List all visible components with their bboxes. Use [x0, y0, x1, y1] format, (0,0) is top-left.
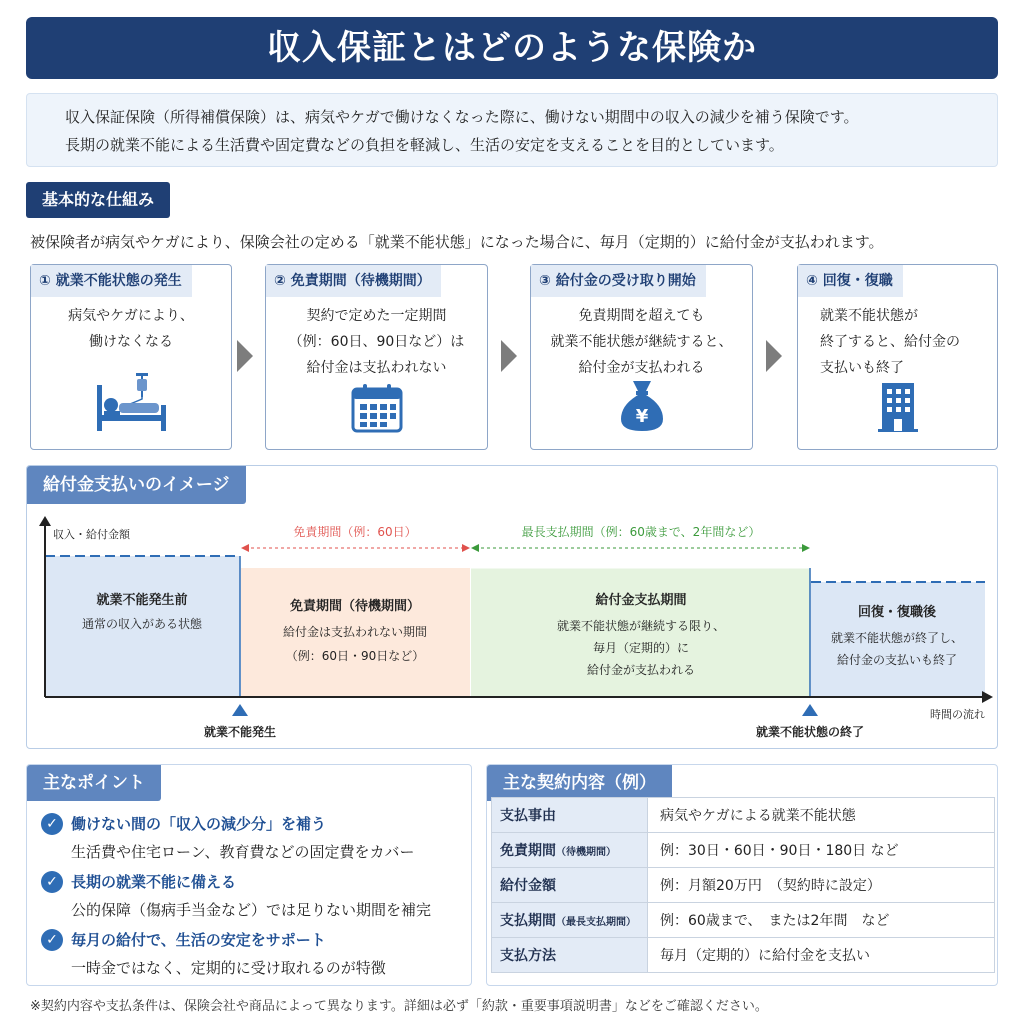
payment-image-panel — [26, 465, 998, 749]
contract-key: 給付金額 — [492, 868, 648, 903]
contract-table — [491, 797, 995, 973]
phase-line-exempt-1: 給付金は支払われない期間 — [282, 625, 428, 639]
step-title-3: ③ 給付金の受け取り開始 — [531, 265, 706, 297]
step-card-2 — [265, 264, 488, 450]
page-title: 収入保証とはどのような保険か — [26, 17, 998, 79]
marker-start-label: 就業不能発生 — [203, 725, 277, 739]
point-head-3: 毎月の給付で、生活の安定をサポート — [71, 931, 326, 949]
yen-bag-icon — [531, 377, 752, 437]
step-2-line-3: 給付金は支払われない — [306, 360, 447, 376]
table-row — [492, 798, 995, 833]
payment-timeline-diagram — [27, 466, 999, 750]
step-body-1 — [31, 303, 231, 355]
svg-text:¥: ¥ — [635, 406, 648, 427]
points-heading: 主なポイント — [27, 765, 161, 801]
phase-line-payment-1: 就業不能状態が継続する限り、 — [556, 619, 726, 633]
intro-line-1: 収入保証保険（所得補償保険）は、病気やケガで働けなくなった際に、働けない期間中の収入の減少を補う保険です。 — [65, 108, 859, 126]
x-axis-arrowhead — [982, 691, 993, 703]
step-3-line-1: 免責期間を超えても — [578, 308, 705, 324]
marker-end-label: 就業不能状態の終了 — [755, 725, 865, 739]
step-card-1 — [30, 264, 232, 450]
point-sub-3: 一時金ではなく、定期的に受け取れるのが特徴 — [71, 959, 386, 977]
contract-key: 支払方法 — [492, 938, 648, 973]
contract-key: 支払期間（最長支払期間） — [492, 903, 648, 938]
check-circle-icon: ✓ — [41, 871, 63, 893]
step-card-4 — [797, 264, 998, 450]
payment-image-heading: 給付金支払いのイメージ — [27, 466, 246, 504]
intro-line-2: 長期の就業不能による生活費や固定費などの負担を軽減し、生活の安定を支えることを目的としています。 — [65, 136, 784, 154]
hospital-bed-icon — [31, 371, 231, 437]
step-2-line-2: （例：60日、90日など）は — [288, 334, 465, 350]
phase-line-before-1: 通常の収入がある状態 — [81, 617, 203, 631]
point-sub-2: 公的保障（傷病手当金など）では足りない期間を補完 — [71, 901, 432, 919]
max-span-label: 最長支払期間（例：60歳まで、2年間など） — [521, 525, 761, 539]
phase-title-before: 就業不能発生前 — [96, 593, 188, 608]
contract-key: 支払事由 — [492, 798, 648, 833]
step-body-4 — [798, 303, 997, 381]
step-3-line-2: 就業不能状態が継続すると、 — [550, 334, 733, 350]
calendar-icon — [266, 383, 487, 437]
table-row — [492, 833, 995, 868]
marker-start-triangle — [232, 704, 248, 716]
check-circle-icon: ✓ — [41, 929, 63, 951]
step-title-2: ② 免責期間（待機期間） — [266, 265, 441, 297]
step-4-line-1: 就業不能状態が — [820, 308, 918, 324]
contract-value: 病気やケガによる就業不能状態 — [648, 798, 995, 833]
step-body-3 — [531, 303, 752, 381]
step-1-line-2: 働けなくなる — [89, 334, 173, 350]
x-axis-label: 時間の流れ — [930, 708, 985, 721]
step-1-line-1: 病気やケガにより、 — [68, 308, 194, 324]
y-axis-arrowhead — [39, 516, 51, 526]
phase-line-after-2: 給付金の支払いも終了 — [836, 653, 958, 667]
table-row — [492, 938, 995, 973]
footnote: ※契約内容や支払条件は、保険会社や商品によって異なります。詳細は必ず「約款・重要事項説明書」などをご確認ください。 — [30, 999, 768, 1014]
phase-line-exempt-2: （例：60日・90日など） — [285, 649, 425, 663]
contract-value: 例：月額20万円 （契約時に設定） — [648, 868, 995, 903]
table-row — [492, 868, 995, 903]
contract-value: 毎月（定期的）に給付金を支払い — [648, 938, 995, 973]
step-4-line-3: 支払いも終了 — [820, 360, 904, 376]
point-sub-1: 生活費や住宅ローン、教育費などの固定費をカバー — [71, 843, 415, 861]
mechanism-lead: 被保険者が病気やケガにより、保険会社の定める「就業不能状態」になった場合に、毎月（定期的）に給付金が支払われます。 — [30, 233, 884, 251]
intro-box — [26, 93, 998, 167]
contract-heading: 主な契約内容（例） — [487, 765, 672, 801]
phase-title-exempt: 免責期間（待機期間） — [289, 599, 421, 614]
step-body-2 — [266, 303, 487, 381]
point-head-1: 働けない間の「収入の減少分」を補う — [71, 815, 327, 833]
check-circle-icon: ✓ — [41, 813, 63, 835]
y-axis-label: 収入・給付金額 — [53, 528, 130, 541]
step-card-3 — [530, 264, 753, 450]
point-head-2: 長期の就業不能に備える — [71, 873, 237, 891]
arrow-right-icon — [766, 340, 782, 372]
contract-key: 免責期間（待機期間） — [492, 833, 648, 868]
contract-value: 例：30日・60日・90日・180日 など — [648, 833, 995, 868]
step-4-line-2: 終了すると、給付金の — [820, 334, 960, 350]
phase-line-payment-3: 給付金が支払われる — [586, 663, 696, 677]
arrow-right-icon — [501, 340, 517, 372]
mechanism-heading: 基本的な仕組み — [26, 182, 170, 218]
table-row — [492, 903, 995, 938]
step-title-1: ① 就業不能状態の発生 — [31, 265, 192, 297]
step-3-line-3: 給付金が支払われる — [578, 360, 705, 376]
phase-line-payment-2: 毎月（定期的）に — [592, 641, 690, 655]
phase-line-after-1: 就業不能状態が終了し、 — [830, 631, 964, 645]
marker-end-triangle — [802, 704, 818, 716]
office-building-icon — [798, 381, 997, 437]
step-title-4: ④ 回復・復職 — [798, 265, 903, 297]
phase-title-payment: 給付金支払期間 — [595, 593, 687, 608]
arrow-right-icon — [237, 340, 253, 372]
contract-panel — [486, 764, 998, 986]
phase-title-after: 回復・復職後 — [857, 605, 937, 620]
step-2-line-1: 契約で定めた一定期間 — [306, 308, 447, 324]
exempt-span-label: 免責期間（例：60日） — [293, 525, 417, 539]
contract-value: 例：60歳まで、 または2年間 など — [648, 903, 995, 938]
points-panel — [26, 764, 472, 986]
